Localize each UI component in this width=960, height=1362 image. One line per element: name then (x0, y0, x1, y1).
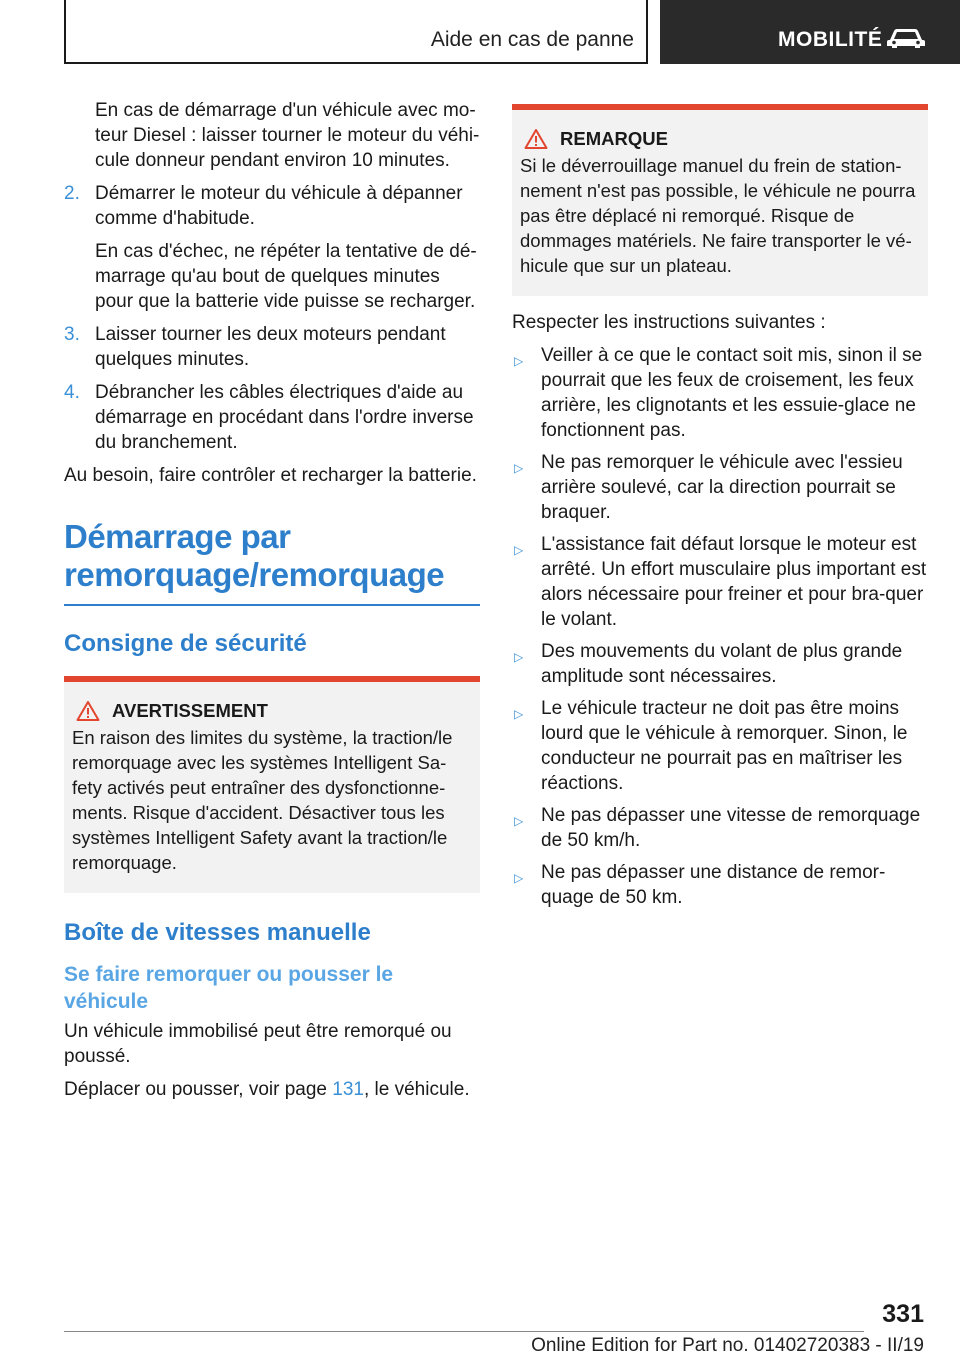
chapter-title: Aide en cas de panne (430, 28, 634, 51)
car-icon (886, 26, 926, 50)
safety-heading: Consigne de sécurité (64, 630, 307, 657)
list-item (512, 860, 928, 910)
list-item (512, 450, 928, 525)
step-number: 4. (64, 382, 80, 403)
list-item (512, 696, 928, 796)
list-item (512, 639, 928, 689)
list-item-text: Le véhicule tracteur ne doit pas être moins lourd que le véhicule à remorquer. Sinon, le conducteur ne pourrait pas en maîtriser les réactions. (541, 698, 908, 794)
edition-text: Online Edition for Part no. 01402720383 - II/19 (531, 1335, 924, 1356)
triangle-bullet-icon: ▷ (514, 814, 524, 828)
step-2-extra: En cas d'échec, ne répéter la tentative de dé-marrage qu'au bout de quelques minutes pour que la batterie vide puisse se recharger. (95, 241, 477, 312)
step-2 (64, 181, 480, 231)
warning-header (72, 698, 472, 723)
triangle-bullet-icon: ▷ (514, 461, 524, 475)
warning-triangle-icon (76, 700, 100, 722)
note-text: Si le déverrouillage manuel du frein de station-nement n'est pas possible, le véhicule ne pourra pas être déplacé ni remorqué. Risque de dommages matériels. Ne faire transporter le vé-hicule que sur un plateau. (520, 155, 916, 276)
note-box (512, 104, 928, 296)
triangle-bullet-icon: ▷ (514, 871, 524, 885)
left-column (64, 98, 480, 1110)
triangle-bullet-icon: ▷ (514, 543, 524, 557)
ref-text-after: , le véhicule. (363, 1079, 470, 1100)
footer-divider (64, 1331, 864, 1332)
list-item (512, 343, 928, 443)
step-text: Laisser tourner les deux moteurs pendant quelques minutes. (95, 324, 446, 370)
page-link[interactable]: 131 (332, 1079, 364, 1100)
list-item (512, 803, 928, 853)
warning-text: En raison des limites du système, la traction/le remorquage avec les systèmes Intelligent Sa-fety activés peut entraîner des dysfonctionne-ments. Risque d'accident. Désactiver tous les systèmes Intelligent Safety avant la traction/le remorquage. (72, 727, 453, 873)
ref-text-before: Déplacer ou pousser, voir page (64, 1079, 333, 1100)
right-column (512, 104, 928, 917)
intro-paragraph: En cas de démarrage d'un véhicule avec mo-teur Diesel : laisser tourner le moteur du véhi-cule donneur pendant environ 10 minutes. (95, 100, 480, 171)
section-title: MOBILITÉ (778, 28, 883, 51)
immobilized-paragraph: Un véhicule immobilisé peut être remorqué ou poussé. (64, 1021, 452, 1067)
triangle-bullet-icon: ▷ (514, 354, 524, 368)
list-item-text: Ne pas remorquer le véhicule avec l'essieu arrière soulevé, car la direction pourrait se braquer. (541, 452, 903, 523)
warning-title: AVERTISSEMENT (112, 700, 268, 721)
step-text: Démarrer le moteur du véhicule à dépanner comme d'habitude. (95, 183, 463, 229)
list-item-text: Ne pas dépasser une vitesse de remorquage de 50 km/h. (541, 805, 921, 851)
page-reference-paragraph (64, 1077, 480, 1102)
step-number: 3. (64, 324, 80, 345)
gearbox-heading: Boîte de vitesses manuelle (64, 919, 371, 946)
triangle-bullet-icon: ▷ (514, 707, 524, 721)
step-4 (64, 380, 480, 455)
battery-note: Au besoin, faire contrôler et recharger la batterie. (64, 465, 477, 486)
page-number: 331 (882, 1300, 924, 1328)
step-number: 2. (64, 183, 80, 204)
triangle-bullet-icon: ▷ (514, 650, 524, 664)
note-header (520, 126, 920, 151)
note-title: REMARQUE (560, 128, 668, 149)
instructions-lead: Respecter les instructions suivantes : (512, 312, 826, 333)
warning-box (64, 676, 480, 893)
section-heading: Démarrage par remorquage/remorquage (64, 518, 480, 606)
list-item-text: L'assistance fait défaut lorsque le moteur est arrêté. Un effort musculaire plus important est alors nécessaire pour freiner et pour bra-quer le volant. (541, 534, 927, 630)
list-item-text: Ne pas dépasser une distance de remor-quage de 50 km. (541, 862, 886, 908)
warning-triangle-icon (524, 128, 548, 150)
section-tab (660, 0, 960, 64)
step-text: Débrancher les câbles électriques d'aide au démarrage en procédant dans l'ordre inverse du branchement. (95, 382, 474, 453)
step-3 (64, 322, 480, 372)
list-item-text: Des mouvements du volant de plus grande amplitude sont nécessaires. (541, 641, 903, 687)
list-item-text: Veiller à ce que le contact soit mis, sinon il se pourrait que les feux de croisement, les feux arrière, les clignotants et les essuie-glace ne fonctionnent pas. (541, 345, 923, 441)
tow-push-heading: Se faire remorquer ou pousser le véhicule (64, 963, 394, 1013)
header-title-box (64, 0, 648, 64)
list-item (512, 532, 928, 632)
